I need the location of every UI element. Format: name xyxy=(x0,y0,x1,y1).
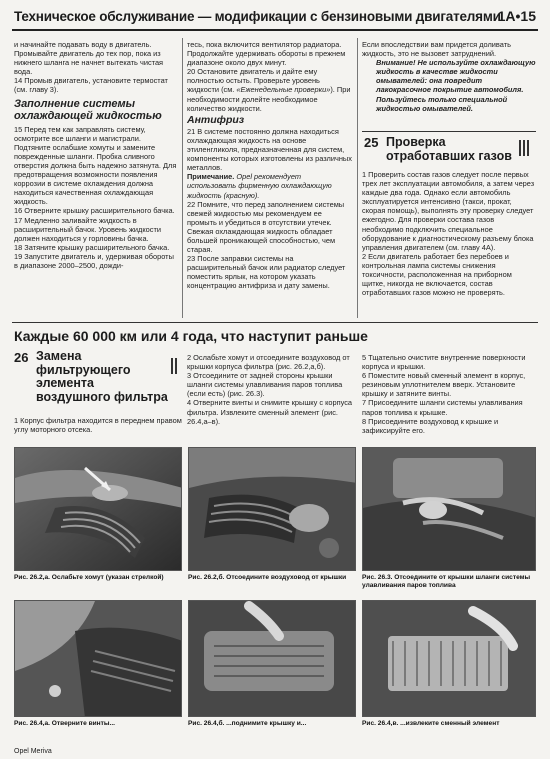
paragraph-21: 21 В системе постоянно должна находиться охлаждающая жидкость на основе этиленгликоля, предназначенная для систем, компоненты которых изготовлены из различных металлов. xyxy=(187,126,352,173)
paragraph: и начинайте подавать воду в двигатель. Промывайте двигатель до тех пор, пока из нижнего шланга не начнет вытекать чистая вода. xyxy=(14,40,164,77)
interval-band xyxy=(12,322,538,348)
paragraph-8: 8 Присоедините воздуховод к крышке и зафиксируйте его. xyxy=(362,416,499,435)
section-25-heading xyxy=(362,131,536,167)
photo-fig-26-4c xyxy=(362,600,536,717)
caption-fig-26-2a: Рис. 26.2,а. Ослабьте хомут (указан стрелкой) xyxy=(14,574,164,581)
caption-fig-26-2b: Рис. 26.2,б. Отсоедините воздуховод от крышки xyxy=(188,574,347,581)
paragraph-5: 5 Тщательно очистите внутренние поверхности корпуса и крышки. xyxy=(362,353,526,372)
paragraph-14: 14 Промыв двигатель, установите термостат (см. главу 3). xyxy=(14,76,168,95)
photo-fig-26-2a xyxy=(14,447,182,571)
paragraph-7: 7 Присоедините шланги системы улавливания паров топлива к крышке. xyxy=(362,398,523,417)
page-footer: Opel Meriva xyxy=(14,748,52,755)
difficulty-tools-icon xyxy=(170,356,184,376)
column-divider xyxy=(182,38,183,318)
section-title: Замена фильтрующего элемента воздушного фильтра xyxy=(36,349,168,404)
page-header-title: Техническое обслуживание — модификации с бензиновыми двигателями xyxy=(14,9,501,24)
section-25-body xyxy=(362,170,536,297)
paragraph-1: 1 Проверить состав газов следует после первых трех лет эксплуатации автомобиля, а затем через каждые два года. Однако если автомобиль эксплуатируется интенсивно (такси, прокат, скорая помощь), выполнять эту проверку следует ежегодно. Для проверки состава газов необходимо подключить специальное оборудование к диагностическому разъему блока управления двигателем (см. главу 4A). xyxy=(362,170,535,252)
photo-fig-26-3 xyxy=(362,447,536,571)
photo-fig-26-4b xyxy=(188,600,356,717)
paragraph-17: 17 Медленно заливайте жидкость в расширительный бачок. Уровень жидкости должен находиться у горловины бачка. xyxy=(14,215,161,243)
paragraph: тесь, пока включится вентилятор радиатора. Продолжайте удерживать обороты в прежнем диапазоне около двух минут. xyxy=(187,40,346,68)
paragraph-2: 2 Если двигатель работает без перебоев и контрольная лампа системы снижения токсичности, расположенная на приборном щитке, никогда не включается, состав отработавших газов можно не проверять. xyxy=(362,251,512,298)
section-26-para-1: 1 Корпус фильтра находится в переднем правом углу моторного отсека. xyxy=(14,416,182,435)
caption-fig-26-3: Рис. 26.3. Отсоедините от крышки шланги системы улавливания паров топлива xyxy=(362,574,531,589)
paragraph-15: 15 Перед тем как заправлять систему, осмотрите все шланги и магистрали. Подтяните ослабшие хомуты и замените поврежденные шланги. Пробка сливного отверстия должна быть надежно затянута. Для предотвращения возможности появления коррозии в системе охлаждения должна находиться качественная охлаждающая жидкость. xyxy=(14,124,177,207)
warning-text: Внимание! Не используйте охлаждающую жидкость в качестве жидкости омывателей: она повредит лакокрасочное покрытие автомобиля. Пользуйтесь только специальной жидкостью омывателей. xyxy=(376,58,536,113)
caption-fig-26-4a: Рис. 26.4,а. Отверните винты... xyxy=(14,720,116,727)
paragraph-3: 3 Отсоедините от задней стороны крышки шланги системы улавливания паров топлива (если есть) (рис. 26.3). xyxy=(187,371,343,399)
paragraph-23: 23 После заправки системы на расширительный бачок или радиатор следует поместить ярлык, на котором указать концентрацию антифриза и дату замены. xyxy=(187,254,346,291)
section-26-col-3 xyxy=(362,353,536,435)
interval-heading: Каждые 60 000 км или 4 года, что наступит раньше xyxy=(14,328,368,344)
paragraph-2: 2 Ослабьте хомут и отсоедините воздуховод от крышки корпуса фильтра (рис. 26.2,а,б). xyxy=(187,353,350,372)
note: Примечание. Opel рекомендует использовать фирменную охлаждающую жидкость (красную). xyxy=(187,172,332,200)
section-26-heading xyxy=(14,350,184,412)
section-title: Проверка отработавших газов xyxy=(386,135,512,163)
paragraph-16: 16 Отверните крышку расширительного бачка. xyxy=(14,206,175,216)
caption-fig-26-4c: Рис. 26.4,в. ...извлеките сменный элемент xyxy=(362,720,500,727)
paragraph-6: 6 Поместите новый сменный элемент в корпус, резиновым уплотнителем вверх. Установите крышку и затяните винты. xyxy=(362,371,526,399)
page-number: 1A•15 xyxy=(497,8,536,24)
column-2 xyxy=(187,40,352,291)
section-26-col-2 xyxy=(187,353,355,426)
column-1 xyxy=(14,40,179,270)
paragraph: Если впоследствии вам придется доливать жидкость, это не вызовет затруднений. xyxy=(362,40,511,59)
photo-fig-26-2b xyxy=(188,447,356,571)
paragraph-4: 4 Отверните винты и снимите крышку с корпуса фильтра. Извлеките сменный элемент (рис. 26.4,а–в). xyxy=(187,398,353,426)
section-heading-coolant-fill: Заполнение системы охлаждающей жидкостью xyxy=(14,97,162,122)
paragraph-19: 19 Запустите двигатель и, удерживая обороты в диапазоне 2000–2500, дожди- xyxy=(14,251,174,270)
section-number: 26 xyxy=(14,350,29,365)
section-number: 25 xyxy=(364,135,379,150)
paragraph-22: 22 Помните, что перед заполнением системы свежей жидкостью мы рекомендуем ее промыть и убедиться в отсутствии утечек. Свежая охлаждающая жидкость обладает большей проникающей способностью, чем старая. xyxy=(187,199,345,255)
difficulty-tools-icon xyxy=(518,138,532,158)
caption-fig-26-4b: Рис. 26.4,б. ...поднимите крышку и... xyxy=(188,720,307,727)
photo-fig-26-4a xyxy=(14,600,182,717)
paragraph-20: 20 Остановите двигатель и дайте ему полностью остыть. Проверьте уровень жидкости (см. «Еженедельные проверки»). При необходимости долейте необходимое количество жидкости. xyxy=(187,67,351,113)
paragraph-18: 18 Затяните крышку расширительного бачка. xyxy=(14,242,170,252)
section-heading-antifreeze: Антифриз xyxy=(187,113,245,126)
header-rule xyxy=(12,29,538,31)
column-3 xyxy=(362,40,536,113)
column-divider xyxy=(357,38,358,318)
